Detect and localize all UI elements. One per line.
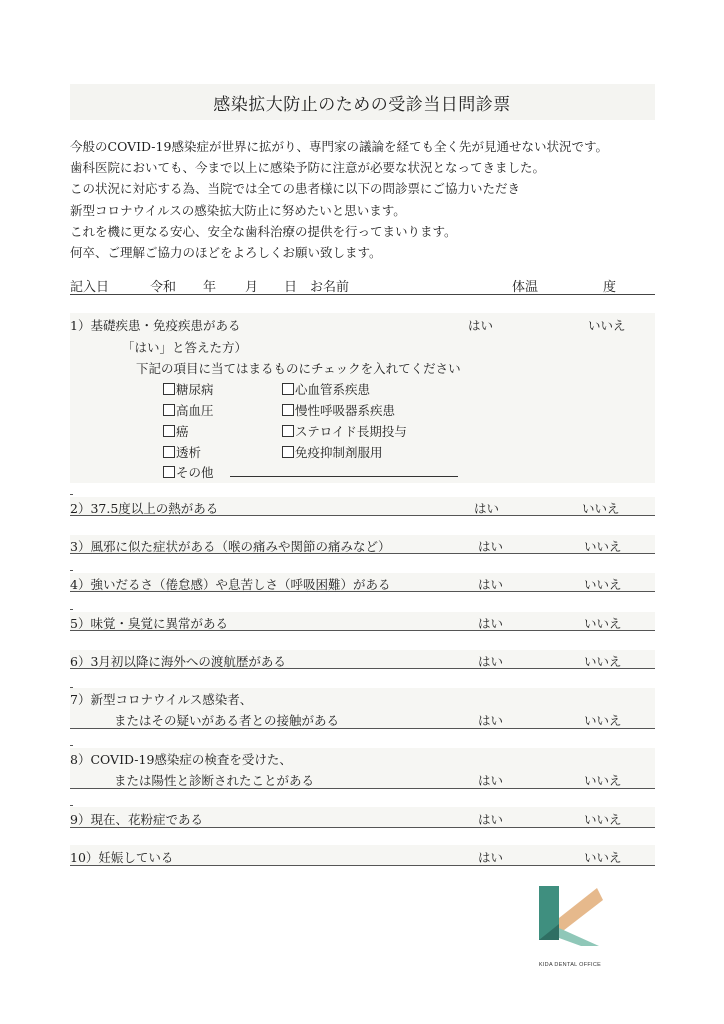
logo-upper-arm — [559, 888, 603, 934]
question-label: 3）風邪に似た症状がある（喉の痛みや関節の痛みなど） — [70, 539, 391, 554]
question-row[interactable] — [70, 612, 655, 631]
checkbox-label: 慢性呼吸器系疾患 — [295, 403, 396, 418]
day-label: 日 — [284, 280, 298, 295]
question-label-line2: またはその疑いがある者との接触がある — [114, 713, 340, 728]
divider-tick — [70, 570, 73, 571]
no-option[interactable]: いいえ — [584, 577, 622, 592]
question-row[interactable] — [70, 535, 655, 554]
month-label: 月 — [245, 280, 259, 295]
yes-option[interactable]: はい — [478, 654, 504, 669]
no-option[interactable]: いいえ — [584, 773, 622, 788]
checkbox-label: 癌 — [176, 424, 189, 439]
checkbox-respiratory[interactable] — [282, 401, 395, 419]
checkbox-cancer[interactable] — [163, 422, 189, 440]
checkbox-icon[interactable] — [163, 425, 175, 437]
question-row[interactable] — [70, 807, 655, 828]
question-label: 2）37.5度以上の熱がある — [70, 501, 219, 516]
name-label: お名前 — [310, 280, 350, 295]
other-input-line[interactable] — [230, 476, 458, 477]
checklist-instruction: 下記の項目に当てはまるものにチェックを入れてください — [136, 361, 461, 376]
divider-tick — [70, 745, 73, 746]
intro-line: 歯科医院においても、今まで以上に感染予防に注意が必要な状況となってきました。 — [70, 160, 546, 176]
yes-option[interactable]: はい — [478, 539, 504, 554]
question-label: 4）強いだるさ（倦怠感）や息苦しさ（呼吸困難）がある — [70, 577, 391, 592]
checkbox-icon[interactable] — [282, 404, 294, 416]
checkbox-immunosuppressant[interactable] — [282, 443, 383, 461]
yes-option[interactable]: はい — [478, 812, 504, 827]
question-label: 1）基礎疾患・免疫疾患がある — [70, 318, 241, 333]
checkbox-label: 高血圧 — [176, 403, 214, 418]
no-option[interactable]: いいえ — [588, 318, 626, 333]
question-row[interactable] — [70, 748, 655, 789]
question-row[interactable] — [70, 845, 655, 866]
intro-line: この状況に対応する為、当院では全ての患者様に以下の問診票にご協力いただき — [70, 181, 521, 197]
divider-tick — [70, 609, 73, 610]
yes-option[interactable]: はい — [478, 850, 504, 865]
yes-option[interactable]: はい — [478, 713, 504, 728]
checkbox-label: 免疫抑制剤服用 — [295, 445, 383, 460]
question-label: 8）COVID-19感染症の検査を受けた、 — [70, 752, 292, 767]
logo-lower-arm — [559, 928, 599, 946]
question-row[interactable] — [70, 688, 655, 729]
no-option[interactable]: いいえ — [584, 850, 622, 865]
question-row[interactable] — [70, 650, 655, 669]
question-label: 9）現在、花粉症である — [70, 812, 203, 827]
entry-header-row[interactable] — [70, 276, 655, 295]
checkbox-label: 心血管系疾患 — [295, 382, 371, 397]
checkbox-label: その他 — [176, 465, 214, 480]
question-row[interactable] — [70, 573, 655, 592]
checkbox-label: ステロイド長期投与 — [295, 424, 407, 439]
date-label: 記入日 — [70, 280, 110, 295]
intro-line: 今般のCOVID-19感染症が世界に拡がり、専門家の議論を経ても全く先が見通せない状況です。 — [70, 139, 608, 154]
checklist-note: 「はい」と答えた方） — [122, 340, 248, 355]
yes-option[interactable]: はい — [474, 501, 500, 516]
intro-text — [70, 136, 670, 263]
question-label: 5）味覚・臭覚に異常がある — [70, 616, 228, 631]
no-option[interactable]: いいえ — [584, 539, 622, 554]
checkbox-other[interactable] — [163, 463, 214, 481]
checkbox-label: 透析 — [176, 445, 202, 460]
divider-tick — [70, 805, 73, 806]
checkbox-dialysis[interactable] — [163, 443, 201, 461]
temperature-label: 体温 — [512, 280, 539, 295]
checkbox-icon[interactable] — [163, 383, 175, 395]
logo-text: KIDA DENTAL OFFICE — [538, 962, 602, 968]
checkbox-icon[interactable] — [282, 383, 294, 395]
checkbox-icon[interactable] — [282, 425, 294, 437]
kida-logo-icon — [537, 884, 603, 964]
yes-option[interactable]: はい — [478, 577, 504, 592]
checkbox-steroid[interactable] — [282, 422, 407, 440]
question-label: 6）3月初以降に海外への渡航歴がある — [70, 654, 286, 669]
no-option[interactable]: いいえ — [584, 616, 622, 631]
no-option[interactable]: いいえ — [582, 501, 620, 516]
divider-tick — [70, 494, 73, 495]
form-title: 感染拡大防止のための受診当日問診票 — [213, 95, 511, 115]
yes-option[interactable]: はい — [478, 616, 504, 631]
checkbox-icon[interactable] — [163, 466, 175, 478]
question-row[interactable] — [70, 497, 655, 516]
checkbox-icon[interactable] — [163, 404, 175, 416]
year-label: 年 — [203, 280, 217, 295]
checkbox-icon[interactable] — [282, 446, 294, 458]
yes-option[interactable]: はい — [478, 773, 504, 788]
era-label: 令和 — [150, 280, 177, 295]
checkbox-diabetes[interactable] — [163, 380, 214, 398]
checkbox-cardiovascular[interactable] — [282, 380, 370, 398]
question-label: 10）妊娠している — [70, 850, 174, 865]
no-option[interactable]: いいえ — [584, 812, 622, 827]
question-label: 7）新型コロナウイルス感染者、 — [70, 692, 253, 707]
no-option[interactable]: いいえ — [584, 713, 622, 728]
intro-line: これを機に更なる安心、安全な歯科治療の提供を行ってまいります。 — [70, 223, 457, 239]
question-label-line2: または陽性と診断されたことがある — [114, 773, 315, 788]
yes-option[interactable]: はい — [468, 318, 494, 333]
checkbox-label: 糖尿病 — [176, 382, 214, 397]
no-option[interactable]: いいえ — [584, 654, 622, 669]
degree-label: 度 — [603, 280, 617, 295]
condition-checklist — [70, 333, 655, 483]
checkbox-hypertension[interactable] — [163, 401, 214, 419]
question-row[interactable] — [70, 313, 655, 334]
intro-line: 新型コロナウイルスの感染拡大防止に努めたいと思います。 — [70, 202, 406, 218]
checkbox-icon[interactable] — [163, 446, 175, 458]
intro-line: 何卒、ご理解ご協力のほどをよろしくお願い致します。 — [70, 245, 382, 261]
